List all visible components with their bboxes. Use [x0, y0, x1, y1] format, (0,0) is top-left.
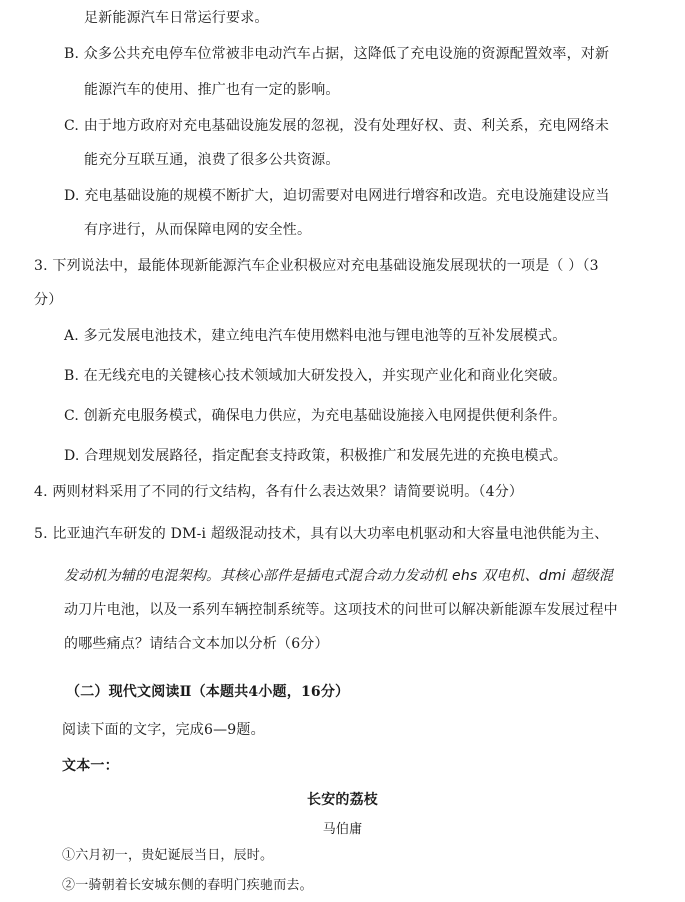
question-3-option-c: C. 创新充电服务模式，确保电力供应，为充电基础设施接入电网提供便利条件。: [64, 408, 567, 424]
passage-paragraph-2: ②一骑朝着长安城东侧的春明门疾驰而去。: [62, 878, 313, 893]
passage-author: 马伯庸: [322, 822, 363, 837]
text-label: 文本一：: [62, 758, 119, 774]
section-heading: （二）现代文阅读Ⅱ（本题共4小题，16分）: [66, 684, 350, 700]
option-b-line2: 能源汽车的使用、推广也有一定的影响。: [84, 82, 340, 98]
option-d-line2: 有序进行，从而保障电网的安全性。: [84, 222, 312, 238]
question-3-option-b: B. 在无线充电的关键核心技术领域加大研发投入，并实现产业化和商业化突破。: [64, 368, 567, 384]
question-3-stem: 3. 下列说法中，最能体现新能源汽车企业积极应对充电基础设施发展现状的一项是（ ）（3: [34, 258, 599, 274]
option-c-line2: 能充分互联互通，浪费了很多公共资源。: [84, 152, 340, 168]
question-5-line1: 5. 比亚迪汽车研发的 DM-i 超级混动技术，具有以大功率电机驱动和大容量电池供能为主、: [34, 526, 609, 542]
question-3-option-a: A. 多元发展电池技术，建立纯电汽车使用燃料电池与锂电池等的互补发展模式。: [64, 328, 567, 344]
question-5-line3: 动刀片电池，以及一系列车辆控制系统等。这项技术的问世可以解决新能源车发展过程中: [64, 602, 618, 618]
passage-paragraph-1: ①六月初一，贵妃诞辰当日，辰时。: [62, 848, 274, 863]
option-c-line1: C. 由于地方政府对充电基础设施发展的忽视，没有处理好权、责、利关系，充电网络未: [64, 118, 610, 134]
passage-title: 长安的荔枝: [307, 792, 378, 808]
option-b-line1: B. 众多公共充电停车位常被非电动汽车占据，这降低了充电设施的资源配置效率，对新: [64, 46, 610, 62]
question-3-stem-cont: 分）: [34, 292, 63, 308]
section-instruction: 阅读下面的文字，完成6—9题。: [62, 722, 265, 738]
question-5-line2: 发动机为辅的电混架构。其核心部件是插电式混合动力发动机 ehs 双电机、dmi 超级混: [64, 568, 614, 584]
option-d-line1: D. 充电基础设施的规模不断扩大，迫切需要对电网进行增容和改造。充电设施建设应当: [64, 188, 610, 204]
option-continuation: 足新能源汽车日常运行要求。: [84, 10, 269, 26]
question-4-stem: 4. 两则材料采用了不同的行文结构，各有什么表达效果？请简要说明。（4分）: [34, 484, 524, 500]
question-5-line4: 的哪些痛点？请结合文本加以分析（6分）: [64, 636, 329, 652]
question-3-option-d: D. 合理规划发展路径，指定配套支持政策，积极推广和发展先进的充换电模式。: [64, 448, 568, 464]
